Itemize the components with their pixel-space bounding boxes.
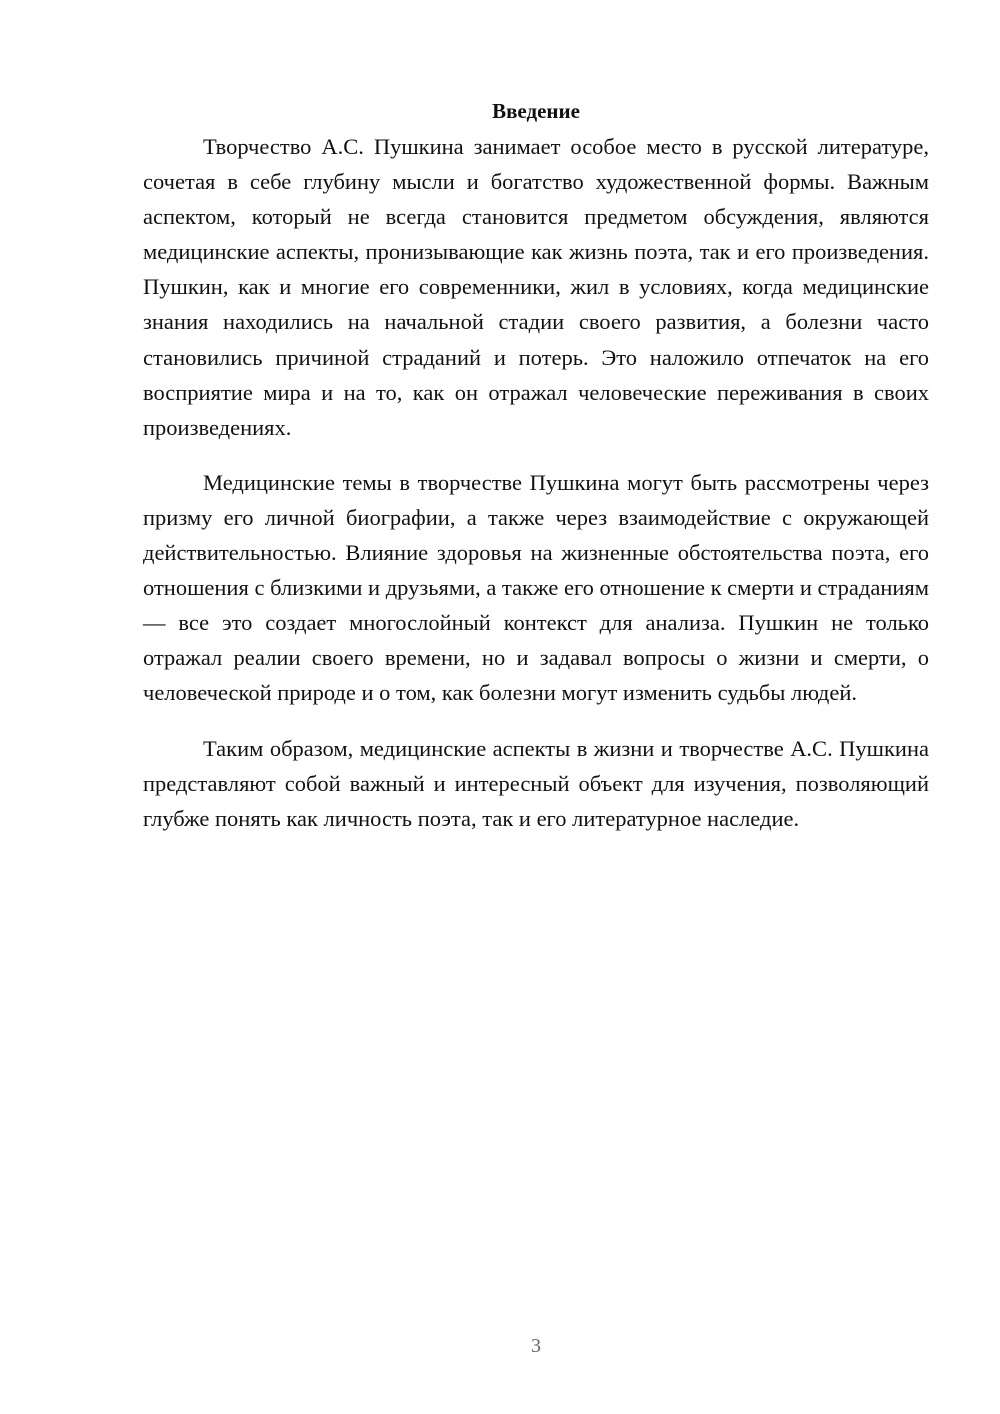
section-heading: Введение bbox=[492, 99, 580, 123]
paragraph-3: Таким образом, медицинские аспекты в жизни и творчестве А.С. Пушкина представляют собой важный и интересный объект для изучения, позволяющий глубже понять как личность поэта, так и его литературное наследие. bbox=[143, 735, 929, 831]
page-number: 3 bbox=[531, 1335, 541, 1357]
paragraph-1: Творчество А.С. Пушкина занимает особое место в русской литературе, сочетая в себе глубину мысли и богатство художественной формы. Важным аспектом, который не всегда становится предметом обсуждения, являются медицинские аспекты, пронизывающие как жизнь поэта, так и его произведения. Пушкин, как и многие его современники, жил в условиях, когда медицинские знания находились на начальной стадии своего развития, а болезни часто становились причиной страданий и потерь. Это наложило отпечаток на его восприятие мира и на то, как он отражал человеческие переживания в своих произведениях. bbox=[143, 134, 929, 440]
paragraph-2: Медицинские темы в творчестве Пушкина могут быть рассмотрены через призму его личной биографии, а также через взаимодействие с окружающей действительностью. Влияние здоровья на жизненные обстоятельства поэта, его отношения с близкими и друзьями, а также его отношение к смерти и страданиям — все это создает многослойный контекст для анализа. Пушкин не только отражал реалии своего времени, но и задавал вопросы о жизни и смерти, о человеческой природе и о том, как болезни могут изменить судьбы людей. bbox=[143, 469, 929, 706]
page-content bbox=[143, 96, 929, 836]
